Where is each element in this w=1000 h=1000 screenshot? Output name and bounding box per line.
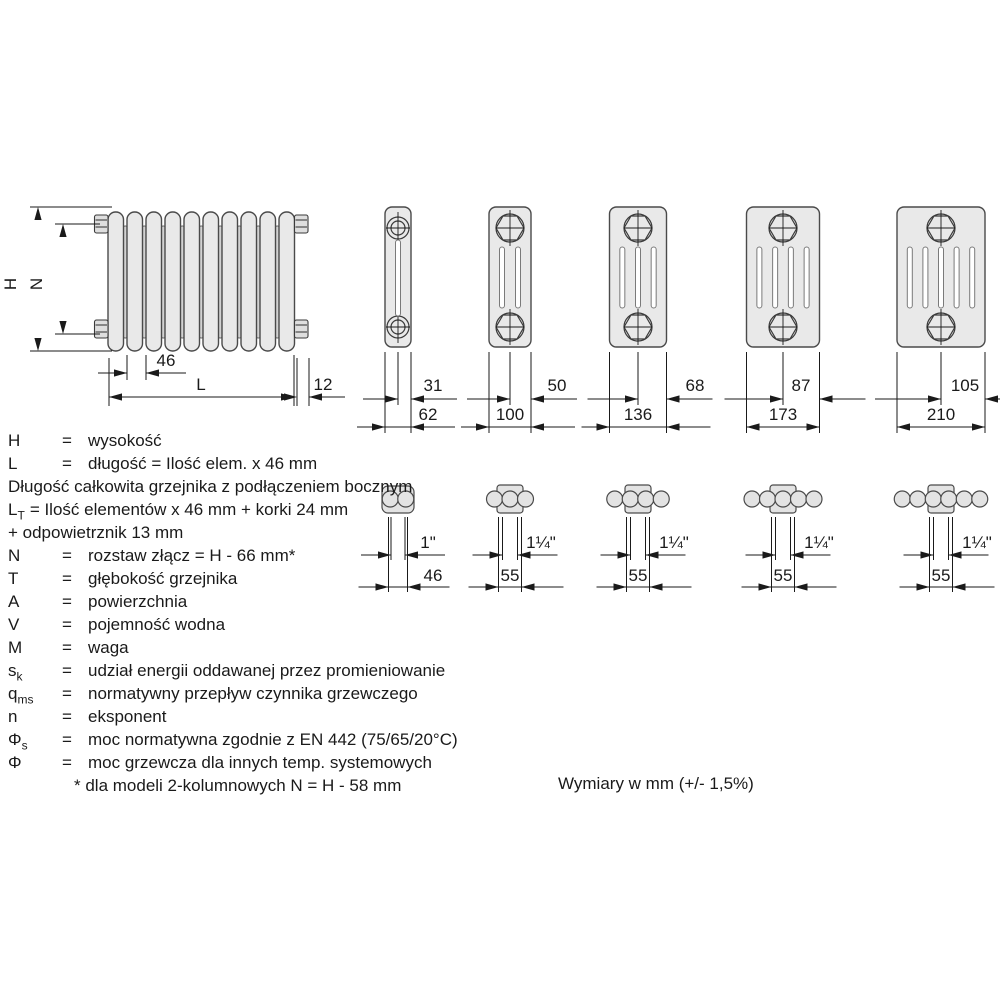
legend-row [8,590,488,613]
connection-size-value: 1¼" [962,533,992,552]
cross-section-2-column [357,207,457,433]
legend-text: * dla modeli 2-kolumnowych N = H - 58 mm [74,776,402,795]
legend-symbol: Φ [8,753,22,772]
legend-equals: = [62,730,72,749]
height-dim-label: H [1,277,20,291]
legend-equals: = [62,546,72,565]
legend-row [8,475,488,498]
depth-full-value: 62 [418,405,438,424]
legend-symbol: V [8,615,20,634]
cross-section-3-column [461,207,577,433]
legend-row [8,659,488,682]
legend-row [8,728,488,751]
legend-symbol: A [8,592,20,611]
top-view-5-column [742,485,837,592]
depth-half-value: 87 [791,376,811,395]
legend-definition: moc normatywna zgodnie z EN 442 (75/65/20°C) [88,730,458,749]
depth-full-value: 210 [926,405,956,424]
element-pitch-value: 55 [931,566,951,585]
legend-equals: = [62,684,72,703]
element-pitch-value: 55 [628,566,648,585]
legend-equals: = [62,707,72,726]
legend-definition: moc grzewcza dla innych temp. systemowych [88,753,432,772]
front-view [1,207,345,406]
legend-definition: normatywny przepływ czynnika grzewczego [88,684,418,703]
legend-symbol: H [8,431,21,450]
legend-row [8,567,488,590]
cross-section-4-column [582,207,713,433]
legend-definition: powierzchnia [88,592,188,611]
depth-half-value: 105 [950,376,980,395]
legend-definition: wysokość [88,431,162,450]
end-dim-value: 12 [313,375,333,394]
depth-full-value: 100 [495,405,525,424]
legend-definition: pojemność wodna [88,615,226,634]
legend-equals: = [62,569,72,588]
legend [8,429,488,797]
connection-size-value: 1¼" [526,533,556,552]
legend-symbol: M [8,638,23,657]
legend-definition: = Ilość elementów x 46 mm + korki 24 mm [29,500,349,519]
legend-equals: = [62,615,72,634]
depth-full-value: 136 [623,405,653,424]
depth-full-value: 173 [768,405,798,424]
legend-row [8,682,488,705]
legend-row [8,705,488,728]
legend-equals: = [62,638,72,657]
length-dim-label: L [196,375,206,394]
element-pitch-value: 55 [773,566,793,585]
legend-definition: eksponent [88,707,167,726]
legend-symbol: $\Phi_s$ [8,730,28,753]
legend-definition: głębokość grzejnika [88,569,238,588]
legend-row [8,498,488,521]
legend-equals: = [62,753,72,772]
legend-row [8,521,488,544]
legend-text: Długość całkowita grzejnika z podłączeniem bocznym [8,477,413,496]
top-view-4-column [597,485,692,592]
connection-size-value: 1¼" [659,533,689,552]
legend-symbol: $L_T$ [8,500,25,523]
dimensions-note: Wymiary w mm (+/- 1,5%) [558,774,754,793]
legend-text: + odpowietrznik 13 mm [8,523,184,542]
legend-symbol: $q_{ms}$ [8,684,34,707]
legend-definition: rozstaw złącz = H - 66 mm* [88,546,296,565]
legend-definition: długość = Ilość elem. x 46 mm [88,454,318,473]
element-pitch-value: 46 [156,351,176,370]
legend-equals: = [62,661,72,680]
cross-section-6-column [875,207,1000,433]
element-pitch-value: 46 [423,566,443,585]
legend-equals: = [62,431,72,450]
legend-row [8,613,488,636]
legend-symbol: L [8,454,18,473]
depth-half-value: 31 [423,376,443,395]
top-view-6-column [894,485,994,592]
legend-equals: = [62,454,72,473]
legend-row [8,636,488,659]
pitch-dim-label: N [27,277,46,291]
depth-half-value: 50 [547,376,567,395]
legend-row [8,544,488,567]
connection-size-value: 1" [420,533,436,552]
legend-row [8,751,488,774]
legend-symbol: N [8,546,21,565]
legend-equals: = [62,592,72,611]
legend-symbol: $s_k$ [8,661,23,684]
legend-definition: waga [88,638,129,657]
legend-row [8,452,488,475]
connection-size-value: 1¼" [804,533,834,552]
cross-section-5-column [725,207,866,433]
legend-row [8,774,488,797]
element-pitch-value: 55 [500,566,520,585]
legend-symbol: n [8,707,18,726]
legend-definition: udział energii oddawanej przez promieniowanie [88,661,446,680]
legend-row [8,429,488,452]
depth-half-value: 68 [685,376,705,395]
legend-symbol: T [8,569,19,588]
